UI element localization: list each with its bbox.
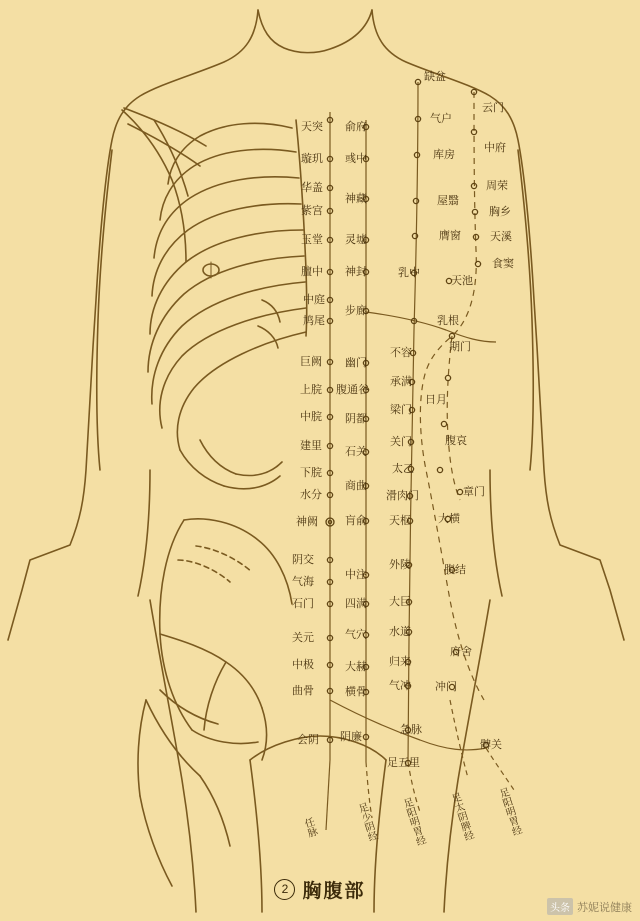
acupoint-label: 关元 (292, 631, 314, 644)
acupoint-label: 石门 (292, 597, 314, 610)
acupoint-label: 神阙 (296, 515, 318, 528)
acupoint-label: 乳中 (398, 266, 420, 279)
acupoint-label: 胸乡 (489, 205, 511, 218)
acupoint-label: 商曲 (345, 479, 367, 492)
acupoint-label: 下脘 (300, 466, 322, 479)
acupoint-label: 云门 (482, 101, 504, 114)
acupoint-label: 气户 (430, 112, 452, 125)
acupoint-label: 天池 (451, 274, 473, 287)
meridian-label: 足太阴脾经 (448, 791, 474, 843)
watermark-badge: 头条 (547, 898, 573, 915)
acupoint-label: 华盖 (301, 181, 323, 194)
acupoint-label: 大巨 (389, 595, 411, 608)
acupoint-label: 不容 (390, 346, 412, 359)
acupoint-label: 曲骨 (292, 684, 314, 697)
acupoint-label: 太乙 (392, 462, 414, 475)
acupoint-label: 腹通谷 (336, 383, 369, 396)
acupoint-label: 水道 (389, 625, 411, 638)
acupoint-label: 石关 (345, 445, 367, 458)
acupoint-label: 膺窗 (439, 229, 461, 242)
acupoint-label: 急脉 (400, 723, 422, 736)
acupoint-label: 中府 (484, 141, 506, 154)
acupoint-label: 彧中 (345, 152, 367, 165)
watermark-text: 苏妮说健康 (577, 901, 632, 914)
acupoint-label: 屋翳 (437, 194, 459, 207)
acupoint-label: 足五里 (387, 756, 420, 769)
acupoint-label: 府舍 (450, 645, 472, 658)
acupoint-label: 会阴 (297, 733, 319, 746)
watermark (547, 898, 632, 915)
acupoint-label: 中庭 (303, 293, 325, 306)
acupoint-label: 天突 (301, 120, 323, 133)
acupoint-label: 髀关 (480, 738, 502, 751)
acupoint-label: 关门 (390, 435, 412, 448)
figure-number: 2 (274, 879, 295, 900)
acupoint-label: 中极 (292, 658, 314, 671)
acupoint-label: 食窦 (492, 257, 514, 270)
figure-caption (0, 876, 640, 903)
acupoint-label: 周荣 (486, 179, 508, 192)
acupoint-label: 库房 (433, 148, 455, 161)
acupoint-label: 天溪 (490, 230, 512, 243)
acupoint-label: 承满 (390, 375, 412, 388)
acupoint-label: 神封 (345, 265, 367, 278)
acupoint-label: 归来 (389, 655, 411, 668)
acupoint-label: 玉堂 (301, 233, 323, 246)
acupoint-label: 神藏 (345, 192, 367, 205)
acupoint-label: 气冲 (389, 679, 411, 692)
acupoint-label: 日月 (425, 393, 447, 406)
acupoint-label: 缺盆 (424, 70, 446, 83)
acupoint-label: 期门 (449, 340, 471, 353)
acupoint-label: 膻中 (301, 265, 323, 278)
acupoint-label: 阴都 (345, 412, 367, 425)
figure-title: 胸腹部 (302, 880, 366, 902)
acupoint-label: 俞府 (345, 120, 367, 133)
acupoint-label: 四满 (345, 597, 367, 610)
acupoint-label: 紫宫 (301, 204, 323, 217)
acupoint-label: 步廊 (345, 304, 367, 317)
acupoint-label: 外陵 (389, 558, 411, 571)
acupoint-label: 腹哀 (445, 434, 467, 447)
acupoint-label: 鸠尾 (303, 314, 325, 327)
acupoint-label: 冲门 (435, 680, 457, 693)
acupoint-label: 璇玑 (301, 152, 323, 165)
acupoint-label: 建里 (300, 439, 322, 452)
acupoint-label: 横骨 (345, 685, 367, 698)
acupoint-label: 气海 (292, 575, 314, 588)
acupoint-label: 阴廉 (340, 730, 362, 743)
acupoint-label: 中注 (345, 568, 367, 581)
acupoint-label: 肓俞 (345, 514, 367, 527)
acupoint-label: 中脘 (300, 410, 322, 423)
acupoint-label: 梁门 (390, 403, 412, 416)
acupoint-label: 腹结 (444, 563, 466, 576)
meridian-label: 足少阴经 (355, 801, 378, 844)
meridian-label: 足阳明胃经 (496, 786, 522, 838)
acupoint-label: 天枢 (389, 514, 411, 527)
acupoint-label: 巨阙 (300, 355, 322, 368)
acupoint-label: 上脘 (300, 383, 322, 396)
acupoint-label: 乳根 (437, 314, 459, 327)
acupoint-label: 阴交 (292, 553, 314, 566)
acupoint-label: 气穴 (345, 628, 367, 641)
acupoint-label: 幽门 (345, 356, 367, 369)
acupoint-label: 灵墟 (345, 233, 367, 246)
acupoint-label: 大横 (438, 512, 460, 525)
meridian-label: 任脉 (301, 816, 318, 840)
acupoint-label: 滑肉门 (386, 489, 419, 502)
acupoint-label: 大赫 (345, 660, 367, 673)
acupoint-label: 水分 (300, 488, 322, 501)
meridian-label: 足阳明胃经 (400, 796, 426, 848)
acupoint-label: 章门 (463, 485, 485, 498)
